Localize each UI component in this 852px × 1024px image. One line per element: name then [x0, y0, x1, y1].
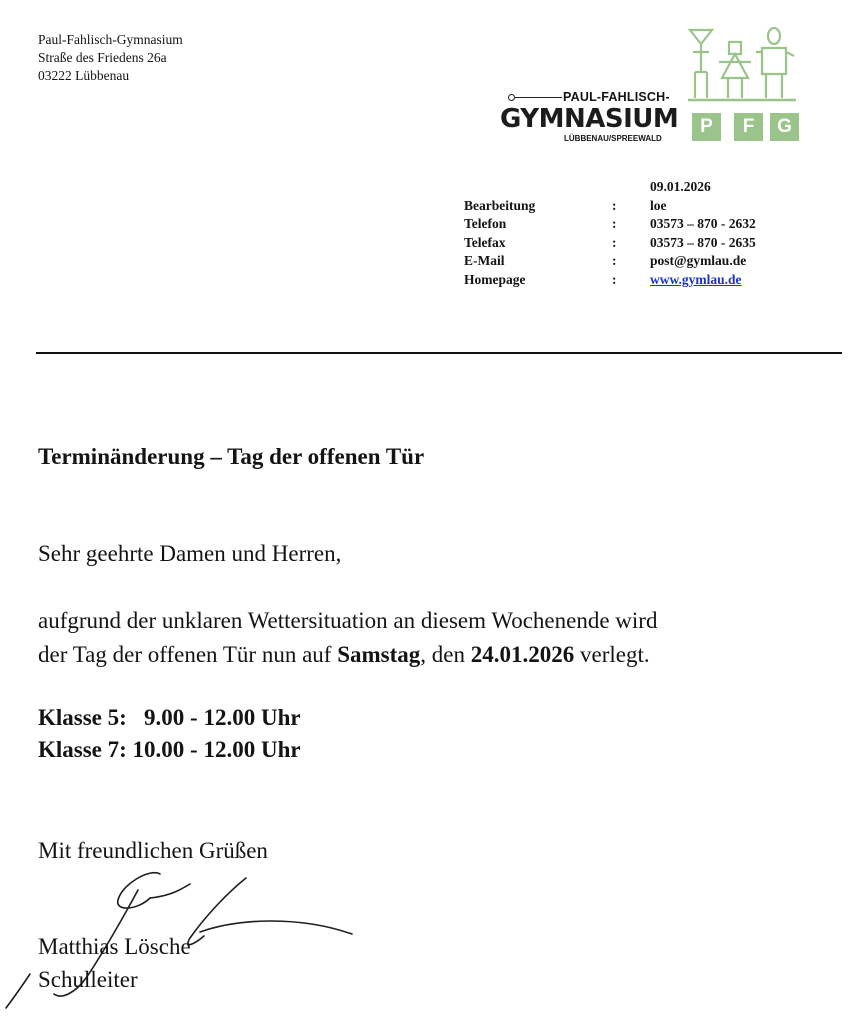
contact-sep: : [612, 234, 617, 250]
contact-sep: : [612, 253, 617, 268]
logo-letter-f: F [734, 113, 763, 141]
contact-sep: : [612, 197, 617, 213]
schedule [38, 702, 301, 766]
body-paragraph [38, 604, 657, 672]
letter-date: 09.01.2026 [650, 179, 711, 194]
sender-name: Paul-Fahlisch-Gymnasium [38, 32, 183, 47]
signer-title: Schulleiter [38, 967, 138, 992]
contact-info [464, 178, 756, 289]
contact-row [464, 271, 756, 290]
date-row [464, 178, 756, 197]
contact-row [464, 215, 756, 234]
logo-letter-g: G [770, 113, 799, 141]
sender-city: 03222 Lübbenau [38, 68, 130, 83]
school-logo [500, 22, 810, 147]
event-day: Samstag [337, 642, 421, 667]
schedule-line-grade7: Klasse 7: 10.00 - 12.00 Uhr [38, 737, 301, 762]
body-line: der Tag der offenen Tür nun auf Samstag, den 24.01.2026 verlegt. [38, 642, 650, 667]
contact-row [464, 252, 756, 271]
salutation: Sehr geehrte Damen und Herren, [38, 541, 342, 566]
sender-street: Straße des Friedens 26a [38, 50, 167, 65]
signer-name: Matthias Lösche [38, 934, 191, 959]
sender-address [38, 31, 183, 85]
logo-main-text: GYMNASIUM [500, 104, 679, 134]
header-divider [36, 352, 842, 354]
contact-label: Telefax [464, 234, 506, 250]
contact-label: Telefon [464, 216, 507, 231]
contact-label: E-Mail [464, 253, 505, 268]
contact-label: Bearbeitung [464, 197, 536, 213]
logo-top-text: PAUL-FAHLISCH- [512, 90, 670, 104]
contact-value: 03573 – 870 - 2632 [650, 216, 756, 231]
logo-figures-icon [686, 22, 801, 117]
contact-label: Homepage [464, 271, 526, 287]
homepage-link[interactable]: www.gymlau.de [650, 271, 742, 287]
letter-subject: Terminänderung – Tag der offenen Tür [38, 444, 425, 469]
contact-row [464, 197, 756, 216]
logo-sub-text: LÜBBENAU/SPREEWALD [564, 134, 662, 143]
closing: Mit freundlichen Grüßen [38, 838, 268, 863]
contact-value: post@gymlau.de [650, 253, 747, 268]
contact-row [464, 234, 756, 253]
event-date: 24.01.2026 [470, 642, 575, 667]
contact-sep: : [612, 216, 617, 231]
contact-sep: : [612, 271, 617, 287]
logo-letter-p: P [692, 113, 721, 141]
schedule-line-grade5: Klasse 5: 9.00 - 12.00 Uhr [38, 705, 301, 730]
contact-value: 03573 – 870 - 2635 [650, 234, 756, 250]
signer [38, 930, 191, 996]
contact-value: loe [650, 197, 667, 213]
body-line: aufgrund der unklaren Wettersituation an diesem Wochenende wird [38, 608, 658, 633]
